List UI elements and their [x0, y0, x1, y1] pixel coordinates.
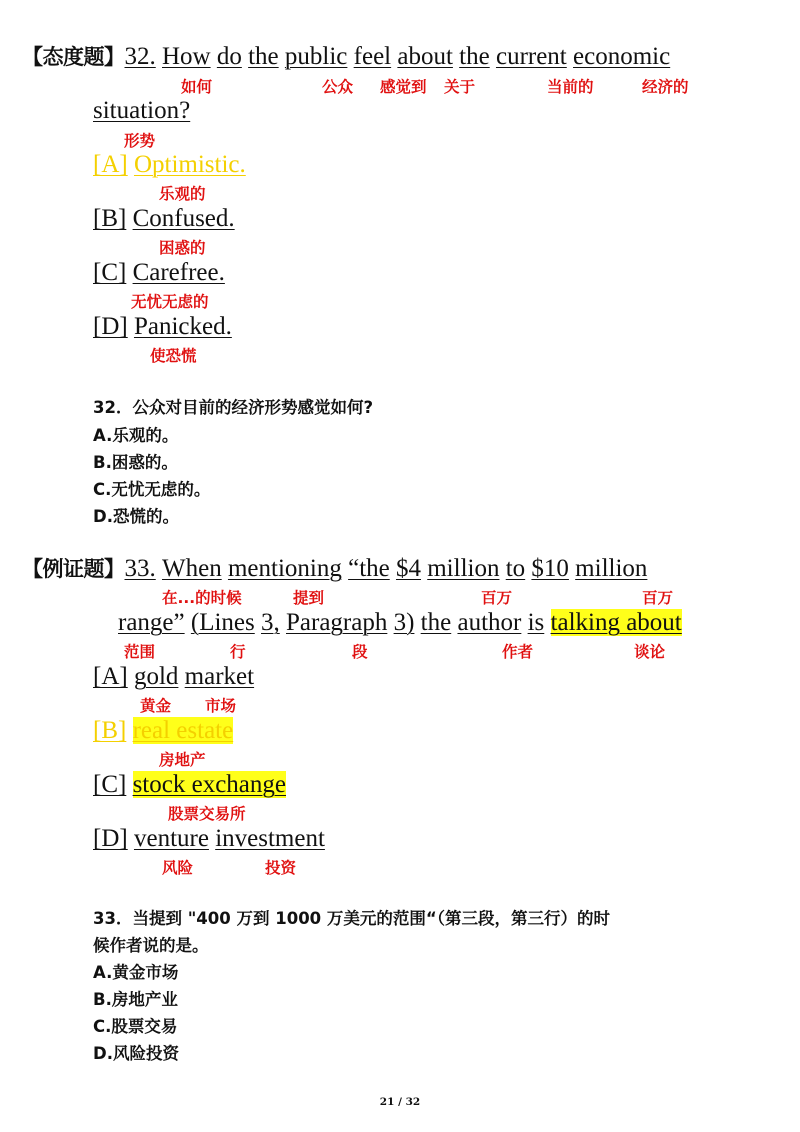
q32-stem-line1: 【态度题】32. How do the public feel about the current economic: [22, 43, 671, 70]
gloss: 如何: [181, 78, 213, 96]
q32-stem-line2: situation?: [93, 97, 191, 124]
q33-type-tag: 【例证题】: [22, 557, 125, 581]
q32-translation-option: D.恐慌的。: [93, 507, 179, 526]
gloss: 在...的时候: [162, 589, 242, 607]
gloss: 范围: [124, 643, 156, 661]
q33-option-c: [C] stock exchange: [93, 771, 286, 798]
q33-option-d: [D] venture investment: [93, 825, 325, 852]
gloss: 形势: [124, 132, 156, 150]
gloss: 经济的: [642, 78, 689, 96]
page-number: 21 / 32: [379, 1096, 421, 1108]
gloss: 投资: [265, 859, 297, 877]
q33-translation-option: B.房地产业: [93, 990, 178, 1009]
highlighted-phrase: talking about: [550, 609, 682, 636]
highlighted-phrase: stock exchange: [132, 771, 286, 798]
gloss: 困惑的: [159, 239, 206, 257]
q33-option-b: [B] real estate: [93, 717, 234, 744]
q33-translation-option: C.股票交易: [93, 1017, 178, 1036]
q33-translation-option: A.黄金市场: [93, 963, 179, 982]
gloss: 乐观的: [159, 185, 206, 203]
gloss: 当前的: [547, 78, 594, 96]
gloss: 关于: [444, 78, 476, 96]
gloss: 百万: [642, 589, 674, 607]
gloss: 谈论: [634, 643, 666, 661]
q33-translation-question: 候作者说的是。: [93, 936, 209, 955]
gloss: 风险: [162, 859, 194, 877]
gloss: 提到: [293, 589, 325, 607]
q32-option-d: [D] Panicked.: [93, 313, 232, 340]
gloss: 百万: [481, 589, 513, 607]
q32-translation-question: 32．公众对目前的经济形势感觉如何?: [93, 398, 374, 417]
gloss: 公众: [322, 78, 354, 96]
q33-translation-question: 33．当提到 "400 万到 1000 万美元的范围“（第三段，第三行）的时: [93, 909, 610, 928]
gloss: 使恐慌: [150, 347, 197, 365]
gloss: 行: [230, 643, 246, 661]
q33-option-a: [A] gold market: [93, 663, 255, 690]
gloss: 段: [352, 643, 368, 661]
gloss: 市场: [205, 697, 237, 715]
q33-translation-option: D.风险投资: [93, 1044, 179, 1063]
q33-stem-line1: 【例证题】33. When mentioning “the $4 million to $10 million: [22, 555, 648, 582]
q32-translation-option: A.乐观的。: [93, 426, 179, 445]
gloss: 无忧无虑的: [131, 293, 209, 311]
gloss: 股票交易所: [168, 805, 246, 823]
q32-option-a: [A] Optimistic.: [93, 151, 246, 178]
q32-option-b: [B] Confused.: [93, 205, 235, 232]
gloss: 黄金: [140, 697, 172, 715]
gloss: 感觉到: [380, 78, 427, 96]
q32-type-tag: 【态度题】: [22, 45, 125, 69]
gloss: 作者: [502, 643, 534, 661]
q32-translation-option: C.无忧无虑的。: [93, 480, 211, 499]
highlighted-phrase: real estate: [132, 717, 234, 744]
q33-stem-line2: range” (Lines 3, Paragraph 3) the author is talking about: [118, 609, 682, 636]
q32-option-c: [C] Carefree.: [93, 259, 225, 286]
q32-translation-option: B.困惑的。: [93, 453, 178, 472]
gloss: 房地产: [159, 751, 206, 769]
